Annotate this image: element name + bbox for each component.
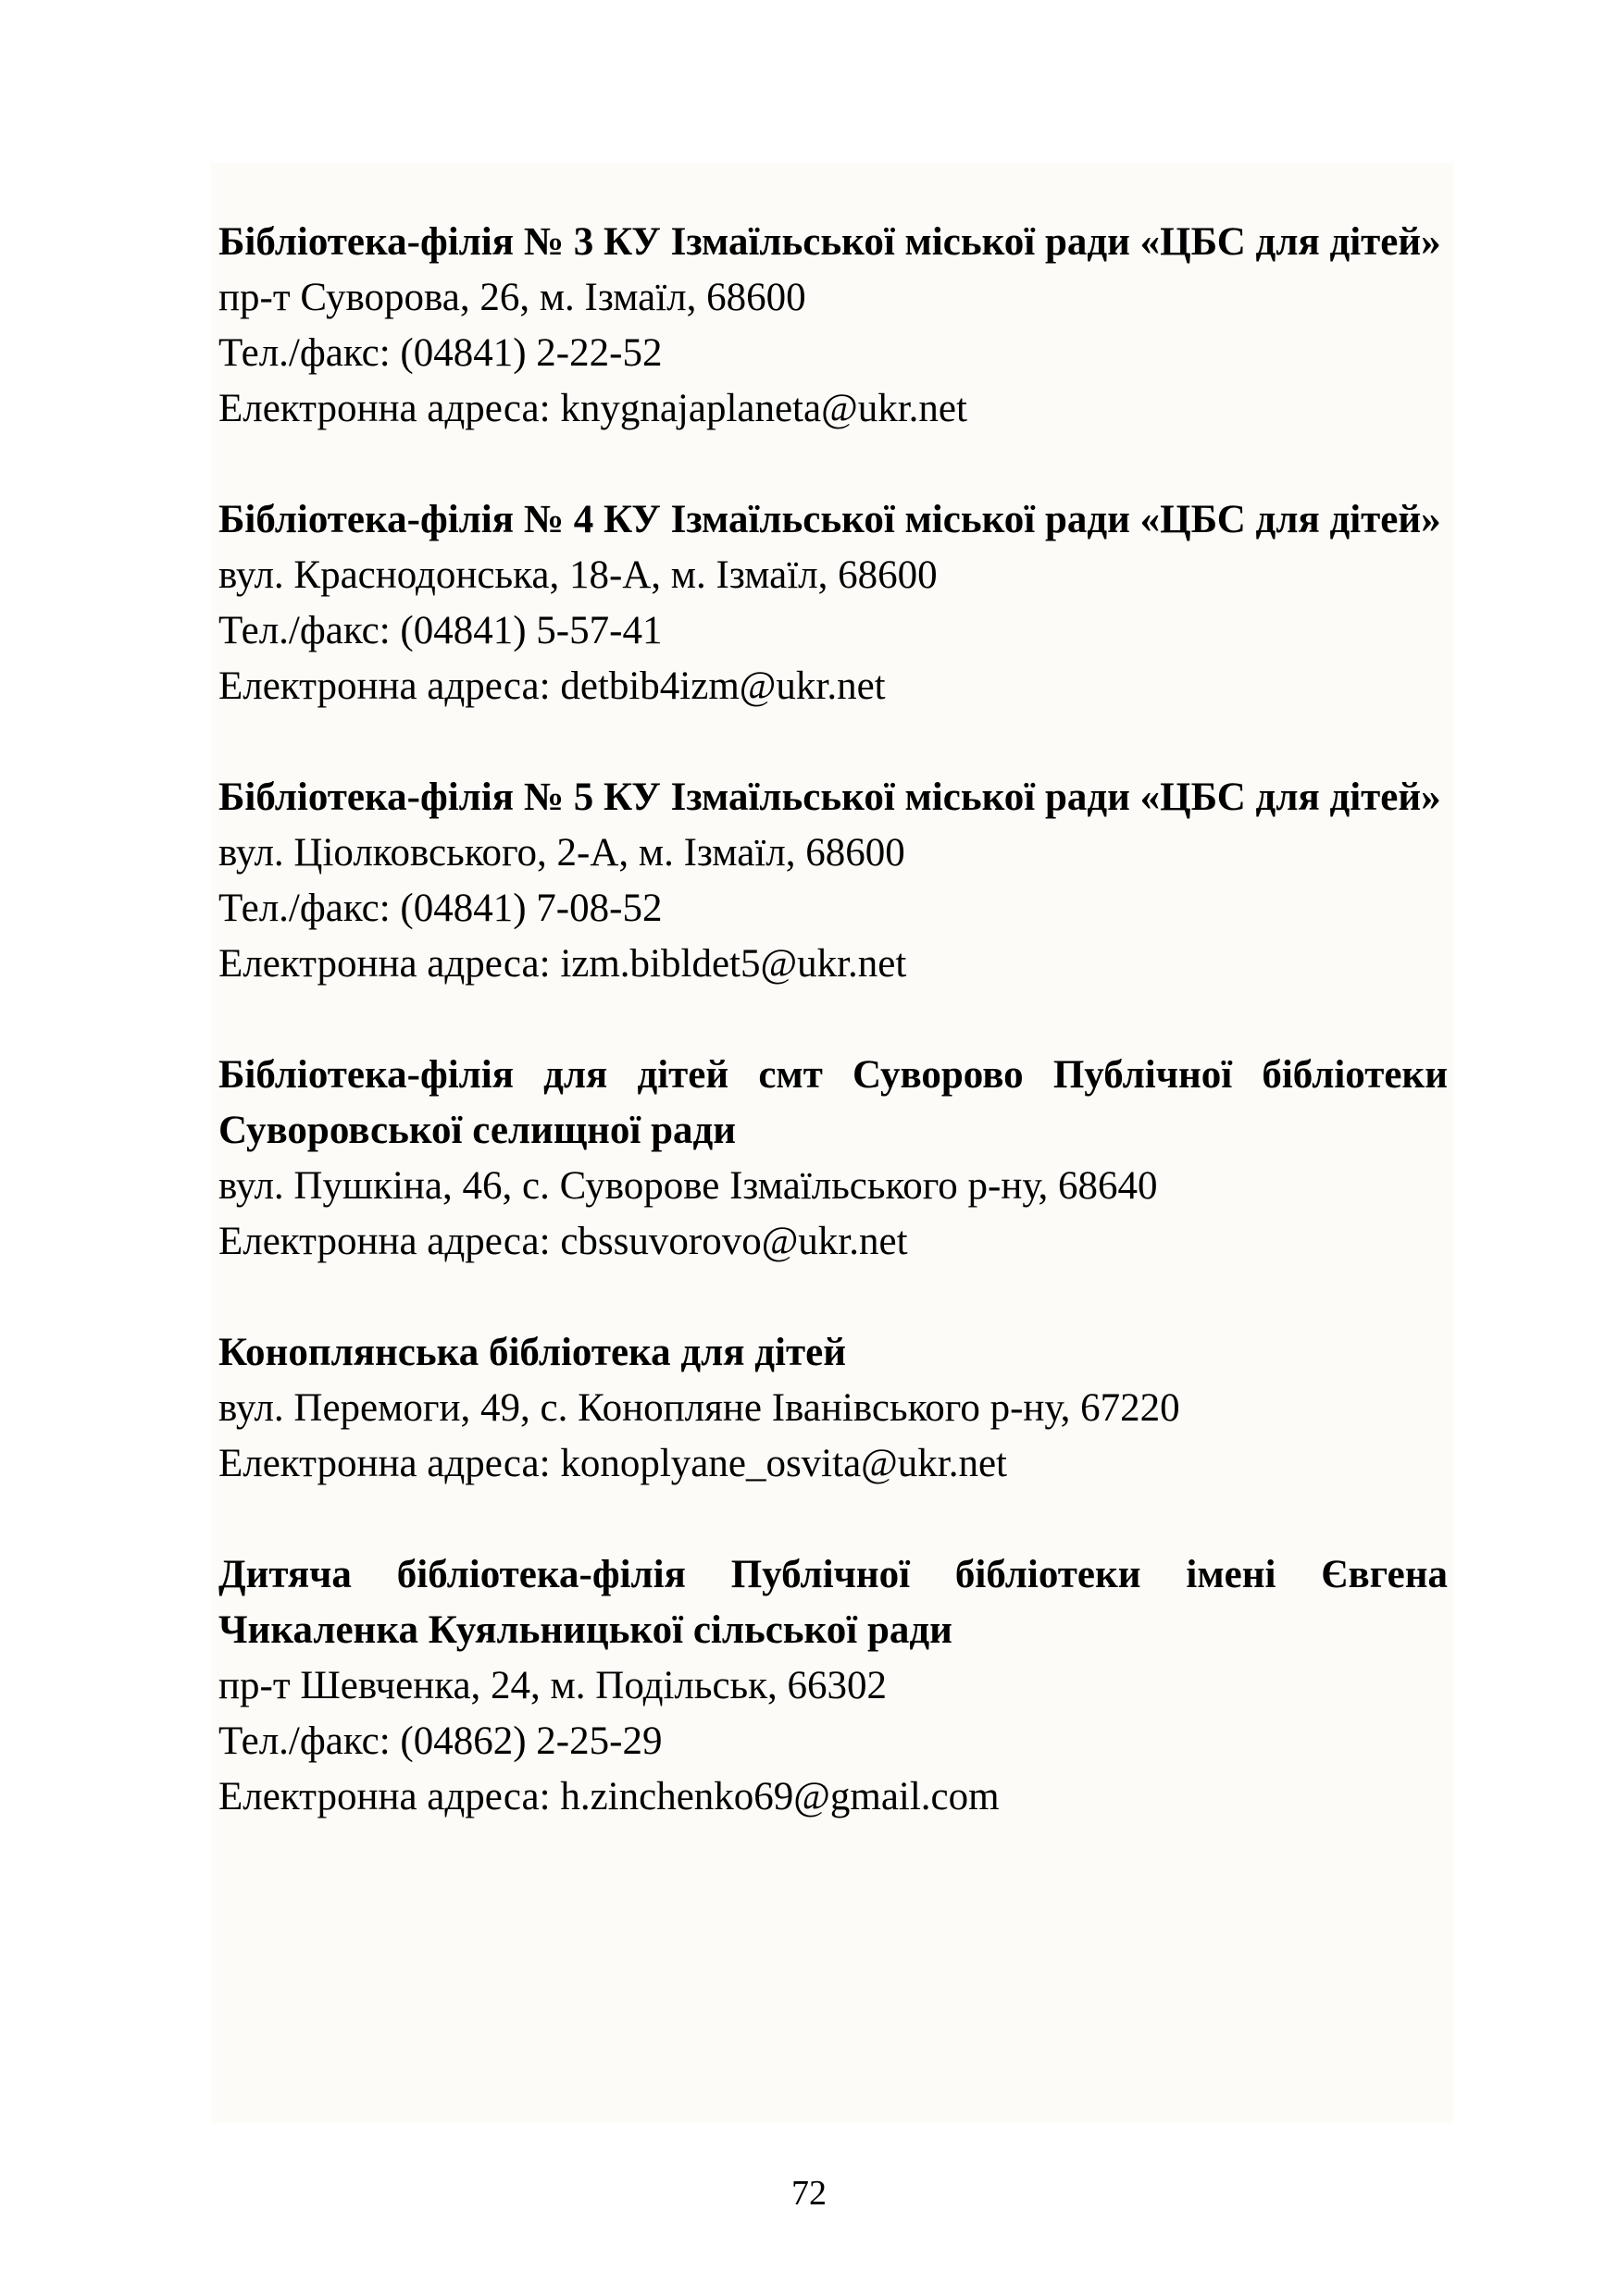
- library-address: вул. Пушкіна, 46, с. Суворове Ізмаїльського р-ну, 68640: [218, 1164, 1158, 1208]
- library-title: Коноплянська бібліотека для дітей: [218, 1331, 846, 1374]
- library-entry: [218, 1048, 1448, 1270]
- library-email: Електронна адреса: detbib4izm@ukr.net: [218, 664, 886, 708]
- library-email: Електронна адреса: cbssuvorovo@ukr.net: [218, 1220, 908, 1263]
- library-title: Бібліотека-філія № 5 КУ Ізмаїльської міської ради «ЦБС для дітей»: [218, 776, 1441, 819]
- library-entry: [218, 492, 1448, 714]
- library-phone: Тел./факс: (04841) 5-57-41: [218, 609, 663, 652]
- library-title: Бібліотека-філія для дітей смт Суворово Публічної бібліотеки Суворовської селищної ради: [218, 1053, 1448, 1152]
- library-address: вул. Ціолковського, 2-А, м. Ізмаїл, 68600: [218, 831, 905, 875]
- library-title: Дитяча бібліотека-філія Публічної бібліотеки імені Євгена Чикаленка Куяльницької сільської ради: [218, 1553, 1448, 1652]
- library-address: пр-т Шевченка, 24, м. Подільськ, 66302: [218, 1664, 888, 1707]
- library-title: Бібліотека-філія № 3 КУ Ізмаїльської міської ради «ЦБС для дітей»: [218, 220, 1441, 264]
- library-address: пр-т Суворова, 26, м. Ізмаїл, 68600: [218, 276, 806, 319]
- library-phone: Тел./факс: (04841) 2-22-52: [218, 331, 663, 375]
- library-entry: [218, 1325, 1448, 1492]
- library-title: Бібліотека-філія № 4 КУ Ізмаїльської міської ради «ЦБС для дітей»: [218, 498, 1441, 541]
- library-entry: [218, 770, 1448, 992]
- library-email: Електронна адреса: knygnajaplaneta@ukr.net: [218, 387, 967, 430]
- library-email: Електронна адреса: izm.bibldet5@ukr.net: [218, 942, 907, 986]
- library-address: вул. Краснодонська, 18-А, м. Ізмаїл, 68600: [218, 553, 938, 597]
- page-number: 72: [791, 2174, 827, 2213]
- library-email: Електронна адреса: h.zinchenko69@gmail.com: [218, 1775, 1000, 1818]
- library-address: вул. Перемоги, 49, с. Конопляне Іванівського р-ну, 67220: [218, 1386, 1180, 1430]
- library-phone: Тел./факс: (04841) 7-08-52: [218, 887, 663, 930]
- library-list: [218, 215, 1448, 1880]
- library-entry: [218, 215, 1448, 437]
- library-phone: Тел./факс: (04862) 2-25-29: [218, 1719, 663, 1763]
- library-entry: [218, 1547, 1448, 1825]
- library-email: Електронна адреса: konoplyane_osvita@ukr.net: [218, 1442, 1007, 1485]
